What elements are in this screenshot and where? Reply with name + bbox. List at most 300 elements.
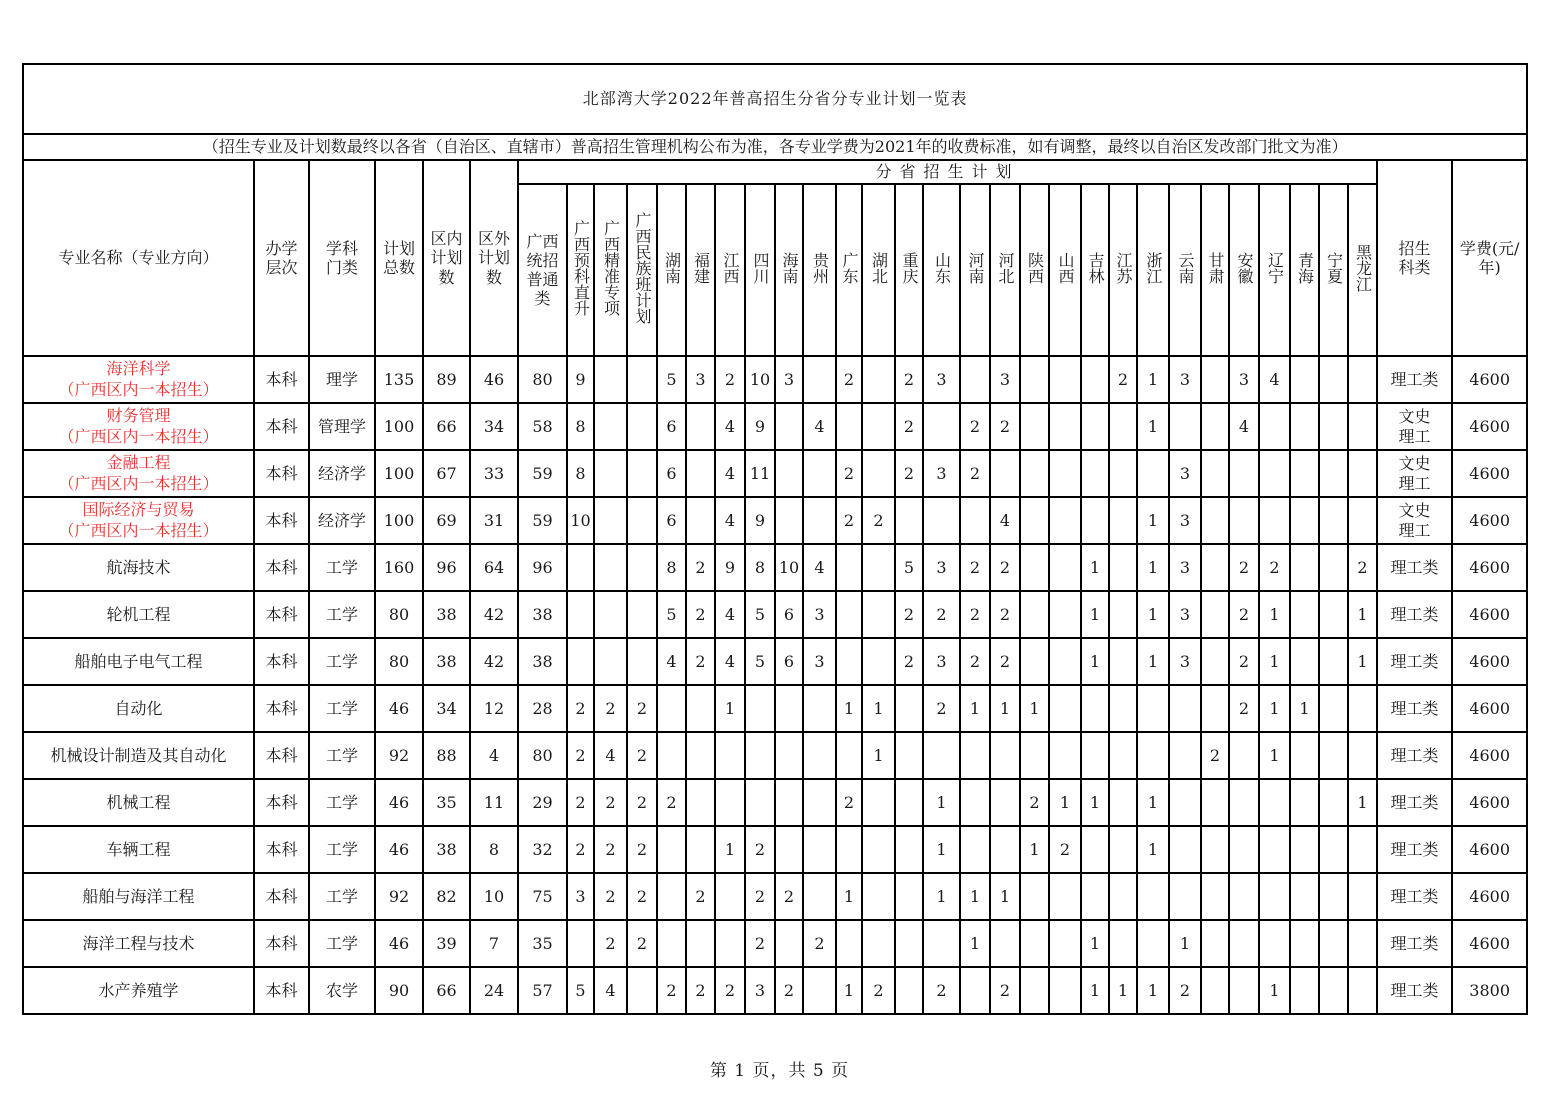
cell-province-quota — [1229, 873, 1259, 920]
header-province — [1290, 184, 1319, 356]
cell-province-quota: 3 — [1169, 638, 1201, 685]
cell-province-quota: 8 — [745, 544, 775, 591]
header-discipline-label: 学科门类 — [325, 238, 358, 277]
cell-province-quota: 4 — [803, 403, 836, 450]
cell-out-region: 46 — [470, 356, 518, 403]
cell-province-quota: 2 — [775, 967, 803, 1014]
cell-province-quota — [895, 920, 923, 967]
cell-province-quota — [1020, 450, 1049, 497]
cell-province-quota: 2 — [836, 497, 862, 544]
cell-province-quota — [1109, 403, 1137, 450]
cell-province-quota — [1290, 356, 1319, 403]
cell-gx-ethnic — [627, 591, 657, 638]
cell-gx-ethnic — [627, 638, 657, 685]
cell-tuition: 4600 — [1452, 544, 1527, 591]
header-province-label: 宁夏 — [1324, 251, 1344, 284]
cell-gx-targeted: 4 — [594, 732, 627, 779]
header-level-label: 办学层次 — [265, 238, 298, 277]
cell-province-quota — [1290, 732, 1319, 779]
cell-province-quota: 6 — [657, 497, 686, 544]
major-name: 船舶电子电气工程 — [74, 651, 203, 671]
cell-province-quota — [1290, 497, 1319, 544]
cell-province-quota: 2 — [990, 967, 1020, 1014]
cell-province-quota — [895, 497, 923, 544]
cell-province-quota — [1290, 450, 1319, 497]
cell-province-quota — [1259, 920, 1290, 967]
cell-province-quota: 1 — [715, 826, 745, 873]
cell-province-quota — [1169, 873, 1201, 920]
cell-province-quota — [1201, 356, 1229, 403]
cell-province-quota: 2 — [745, 920, 775, 967]
cell-province-quota: 1 — [1348, 638, 1377, 685]
cell-discipline: 工学 — [309, 544, 375, 591]
cell-province-quota: 2 — [923, 967, 960, 1014]
cell-gx-general: 38 — [518, 591, 567, 638]
cell-province-quota: 2 — [686, 638, 715, 685]
header-province — [686, 184, 715, 356]
cell-gx-general: 59 — [518, 450, 567, 497]
category-label: 文史理工 — [1398, 406, 1431, 446]
cell-province-quota — [1348, 920, 1377, 967]
cell-gx-ethnic — [627, 356, 657, 403]
major-name-cell — [23, 497, 254, 544]
cell-category — [1377, 920, 1452, 967]
cell-province-quota: 6 — [775, 638, 803, 685]
major-name-cell — [23, 967, 254, 1014]
cell-in-region: 96 — [423, 544, 470, 591]
cell-gx-targeted: 2 — [594, 873, 627, 920]
cell-gx-ethnic — [627, 450, 657, 497]
header-category — [1377, 160, 1452, 356]
cell-discipline: 工学 — [309, 873, 375, 920]
cell-total: 92 — [375, 873, 423, 920]
cell-total: 46 — [375, 826, 423, 873]
cell-total: 46 — [375, 779, 423, 826]
cell-province-quota — [1348, 873, 1377, 920]
cell-province-quota — [775, 920, 803, 967]
header-province-label: 陕西 — [1025, 251, 1045, 284]
cell-province-quota: 1 — [923, 873, 960, 920]
header-province-label: 河南 — [966, 251, 985, 284]
table-row — [23, 403, 1527, 450]
cell-province-quota: 2 — [990, 591, 1020, 638]
cell-province-quota — [1169, 826, 1201, 873]
cell-province-quota — [862, 450, 895, 497]
cell-province-quota — [1290, 779, 1319, 826]
cell-province-quota — [775, 403, 803, 450]
cell-province-quota — [1081, 873, 1109, 920]
cell-gx-prep — [567, 638, 594, 685]
cell-province-quota: 1 — [1137, 403, 1169, 450]
cell-gx-prep: 2 — [567, 826, 594, 873]
cell-province-quota — [836, 826, 862, 873]
cell-tuition: 4600 — [1452, 450, 1527, 497]
cell-province-quota — [1201, 873, 1229, 920]
table-row — [23, 920, 1527, 967]
header-province — [1020, 184, 1049, 356]
cell-province-quota: 1 — [1259, 591, 1290, 638]
cell-province-quota — [775, 497, 803, 544]
major-name: 海洋科学 — [106, 358, 171, 378]
header-level — [254, 160, 309, 356]
cell-province-quota: 1 — [1081, 591, 1109, 638]
cell-province-quota — [803, 497, 836, 544]
header-province — [1201, 184, 1229, 356]
cell-province-quota: 1 — [923, 826, 960, 873]
header-province — [1049, 184, 1081, 356]
cell-province-quota — [1049, 544, 1081, 591]
major-name-cell — [23, 920, 254, 967]
cell-gx-ethnic: 2 — [627, 685, 657, 732]
cell-province-quota — [1109, 591, 1137, 638]
cell-province-quota: 3 — [686, 356, 715, 403]
header-gx-prep — [567, 184, 594, 356]
major-direction: （广西区内一本招生） — [58, 379, 219, 399]
cell-province-quota — [836, 732, 862, 779]
cell-province-quota: 3 — [1169, 497, 1201, 544]
cell-total: 46 — [375, 685, 423, 732]
cell-category — [1377, 544, 1452, 591]
cell-province-quota — [745, 779, 775, 826]
cell-province-quota: 2 — [836, 779, 862, 826]
cell-province-quota: 1 — [1137, 638, 1169, 685]
cell-province-quota — [923, 497, 960, 544]
cell-level: 本科 — [254, 638, 309, 685]
cell-tuition: 4600 — [1452, 732, 1527, 779]
cell-province-quota: 5 — [657, 591, 686, 638]
header-total — [375, 160, 423, 356]
cell-in-region: 82 — [423, 873, 470, 920]
cell-province-quota: 11 — [745, 450, 775, 497]
cell-province-quota — [1319, 544, 1348, 591]
cell-province-quota: 2 — [715, 356, 745, 403]
cell-province-quota — [960, 356, 990, 403]
cell-province-quota: 2 — [686, 873, 715, 920]
cell-province-quota: 3 — [990, 356, 1020, 403]
header-gx-targeted-label: 广西精准专项 — [601, 219, 621, 316]
cell-province-quota — [895, 826, 923, 873]
cell-discipline: 工学 — [309, 732, 375, 779]
header-province-label: 江西 — [721, 251, 740, 284]
cell-province-quota — [1081, 826, 1109, 873]
cell-out-region: 8 — [470, 826, 518, 873]
cell-province-quota — [1201, 920, 1229, 967]
cell-province-quota: 4 — [1259, 356, 1290, 403]
major-name: 国际经济与贸易 — [82, 499, 195, 519]
table-row — [23, 732, 1527, 779]
cell-province-quota — [1109, 826, 1137, 873]
header-province-label: 四川 — [751, 251, 770, 284]
header-province — [715, 184, 745, 356]
cell-province-quota: 5 — [895, 544, 923, 591]
cell-out-region: 42 — [470, 591, 518, 638]
table-row — [23, 779, 1527, 826]
header-province — [895, 184, 923, 356]
cell-province-quota — [1319, 967, 1348, 1014]
cell-province-quota: 1 — [1169, 920, 1201, 967]
cell-province-quota: 10 — [745, 356, 775, 403]
cell-province-quota: 5 — [657, 356, 686, 403]
category-label: 理工类 — [1390, 933, 1439, 953]
cell-province-quota: 1 — [1259, 638, 1290, 685]
cell-in-region: 69 — [423, 497, 470, 544]
cell-province-quota — [1319, 920, 1348, 967]
cell-province-quota — [836, 544, 862, 591]
cell-province-quota: 4 — [715, 591, 745, 638]
cell-province-quota — [960, 497, 990, 544]
category-label: 理工类 — [1390, 839, 1439, 859]
province-plan-group-header: 分省招生计划 — [518, 160, 1377, 184]
cell-total: 100 — [375, 450, 423, 497]
major-name: 航海技术 — [106, 557, 171, 577]
cell-province-quota — [1201, 544, 1229, 591]
cell-province-quota: 1 — [1259, 967, 1290, 1014]
header-category-label: 招生科类 — [1398, 238, 1431, 277]
cell-province-quota: 1 — [715, 685, 745, 732]
cell-province-quota — [1169, 403, 1201, 450]
category-label: 文史理工 — [1398, 453, 1431, 493]
cell-province-quota — [686, 826, 715, 873]
category-label: 理工类 — [1390, 745, 1439, 765]
cell-level: 本科 — [254, 591, 309, 638]
cell-out-region: 4 — [470, 732, 518, 779]
cell-gx-ethnic — [627, 497, 657, 544]
cell-province-quota: 2 — [657, 967, 686, 1014]
cell-province-quota — [862, 779, 895, 826]
category-label: 理工类 — [1390, 698, 1439, 718]
cell-out-region: 11 — [470, 779, 518, 826]
cell-province-quota: 1 — [1137, 967, 1169, 1014]
cell-province-quota — [862, 873, 895, 920]
major-direction: （广西区内一本招生） — [58, 520, 219, 540]
cell-province-quota — [1319, 638, 1348, 685]
header-province — [775, 184, 803, 356]
cell-province-quota: 2 — [745, 873, 775, 920]
major-name: 机械工程 — [106, 792, 171, 812]
cell-province-quota — [1201, 967, 1229, 1014]
cell-province-quota — [1201, 638, 1229, 685]
cell-province-quota — [803, 779, 836, 826]
cell-province-quota — [862, 826, 895, 873]
cell-province-quota — [1049, 685, 1081, 732]
cell-province-quota — [686, 497, 715, 544]
cell-gx-prep: 2 — [567, 779, 594, 826]
header-province-label: 重庆 — [900, 251, 919, 284]
cell-province-quota — [1259, 403, 1290, 450]
cell-province-quota — [1137, 685, 1169, 732]
major-name: 机械设计制造及其自动化 — [50, 745, 227, 765]
header-tuition-label: 学费(元/年) — [1459, 238, 1520, 277]
cell-gx-ethnic: 2 — [627, 873, 657, 920]
cell-province-quota: 3 — [1169, 591, 1201, 638]
cell-tuition: 4600 — [1452, 591, 1527, 638]
cell-province-quota: 2 — [960, 450, 990, 497]
cell-gx-targeted: 2 — [594, 685, 627, 732]
table-row — [23, 450, 1527, 497]
header-province-label: 广东 — [840, 251, 859, 284]
cell-province-quota — [803, 450, 836, 497]
cell-province-quota: 1 — [862, 685, 895, 732]
enrollment-plan-sheet — [22, 63, 1526, 1015]
cell-discipline: 理学 — [309, 356, 375, 403]
major-direction: （广西区内一本招生） — [58, 473, 219, 493]
cell-province-quota: 8 — [657, 544, 686, 591]
cell-province-quota — [1049, 967, 1081, 1014]
cell-province-quota — [715, 732, 745, 779]
cell-gx-general: 35 — [518, 920, 567, 967]
cell-total: 80 — [375, 638, 423, 685]
cell-province-quota: 4 — [715, 403, 745, 450]
major-name-cell — [23, 685, 254, 732]
cell-discipline: 工学 — [309, 638, 375, 685]
cell-province-quota: 1 — [1081, 638, 1109, 685]
cell-province-quota: 2 — [960, 403, 990, 450]
cell-province-quota — [1049, 638, 1081, 685]
cell-province-quota — [803, 826, 836, 873]
cell-province-quota: 1 — [923, 779, 960, 826]
cell-tuition: 4600 — [1452, 403, 1527, 450]
cell-province-quota: 2 — [836, 356, 862, 403]
cell-gx-targeted — [594, 403, 627, 450]
cell-province-quota: 1 — [1137, 779, 1169, 826]
header-province — [1259, 184, 1290, 356]
cell-province-quota: 1 — [1348, 591, 1377, 638]
cell-in-region: 66 — [423, 403, 470, 450]
cell-province-quota — [1049, 920, 1081, 967]
cell-total: 80 — [375, 591, 423, 638]
cell-province-quota — [1020, 544, 1049, 591]
cell-province-quota: 2 — [1169, 967, 1201, 1014]
cell-province-quota — [1049, 732, 1081, 779]
cell-province-quota — [1319, 591, 1348, 638]
cell-province-quota — [1348, 685, 1377, 732]
cell-province-quota: 2 — [960, 591, 990, 638]
category-label: 理工类 — [1390, 651, 1439, 671]
cell-category — [1377, 403, 1452, 450]
cell-province-quota: 2 — [1049, 826, 1081, 873]
cell-gx-targeted — [594, 356, 627, 403]
cell-province-quota — [895, 873, 923, 920]
category-label: 理工类 — [1390, 886, 1439, 906]
category-label: 文史理工 — [1398, 500, 1431, 540]
subtitle-note: （招生专业及计划数最终以各省（自治区、直辖市）普高招生管理机构公布为准，各专业学费为2021年的收费标准，如有调整，最终以自治区发改部门批文为准） — [23, 134, 1527, 160]
cell-province-quota — [960, 826, 990, 873]
header-province — [657, 184, 686, 356]
cell-province-quota — [1259, 450, 1290, 497]
cell-out-region: 12 — [470, 685, 518, 732]
major-name-cell — [23, 356, 254, 403]
cell-province-quota — [836, 920, 862, 967]
header-province-label: 山西 — [1056, 251, 1075, 284]
cell-province-quota — [745, 685, 775, 732]
cell-level: 本科 — [254, 544, 309, 591]
cell-province-quota — [715, 779, 745, 826]
cell-province-quota — [686, 685, 715, 732]
cell-province-quota — [1020, 873, 1049, 920]
cell-province-quota: 2 — [990, 544, 1020, 591]
cell-category — [1377, 356, 1452, 403]
cell-out-region: 7 — [470, 920, 518, 967]
cell-province-quota — [1109, 638, 1137, 685]
table-row — [23, 356, 1527, 403]
cell-gx-general: 57 — [518, 967, 567, 1014]
header-gx-prep-label: 广西预科直升 — [571, 219, 591, 316]
cell-province-quota: 4 — [715, 638, 745, 685]
cell-province-quota — [1319, 873, 1348, 920]
cell-province-quota — [1020, 591, 1049, 638]
cell-province-quota — [1081, 732, 1109, 779]
header-province — [923, 184, 960, 356]
header-province-label: 贵州 — [810, 251, 830, 284]
table-row — [23, 497, 1527, 544]
category-label: 理工类 — [1390, 604, 1439, 624]
header-province — [1137, 184, 1169, 356]
header-gx-ethnic — [627, 184, 657, 356]
cell-province-quota — [657, 826, 686, 873]
cell-gx-general: 75 — [518, 873, 567, 920]
header-province — [1319, 184, 1348, 356]
cell-province-quota: 6 — [657, 403, 686, 450]
cell-province-quota — [1081, 497, 1109, 544]
header-province-label: 江苏 — [1114, 251, 1133, 284]
cell-category — [1377, 732, 1452, 779]
cell-gx-ethnic — [627, 967, 657, 1014]
cell-province-quota — [1169, 732, 1201, 779]
cell-province-quota — [1049, 356, 1081, 403]
cell-province-quota — [990, 920, 1020, 967]
cell-province-quota — [862, 638, 895, 685]
header-province-label: 浙江 — [1144, 251, 1163, 284]
cell-province-quota: 6 — [657, 450, 686, 497]
header-gx-ethnic-label: 广西民族班计划 — [633, 211, 652, 324]
cell-province-quota: 1 — [1137, 591, 1169, 638]
cell-province-quota — [862, 356, 895, 403]
cell-out-region: 34 — [470, 403, 518, 450]
cell-province-quota — [1259, 497, 1290, 544]
header-province — [862, 184, 895, 356]
cell-province-quota: 1 — [1081, 920, 1109, 967]
cell-province-quota — [1201, 497, 1229, 544]
cell-province-quota — [960, 732, 990, 779]
cell-out-region: 64 — [470, 544, 518, 591]
cell-province-quota — [862, 544, 895, 591]
cell-province-quota: 1 — [960, 685, 990, 732]
cell-gx-targeted: 4 — [594, 967, 627, 1014]
cell-discipline: 经济学 — [309, 450, 375, 497]
table-row — [23, 873, 1527, 920]
cell-province-quota — [686, 920, 715, 967]
cell-province-quota — [895, 967, 923, 1014]
category-label: 理工类 — [1390, 557, 1439, 577]
cell-province-quota — [1201, 403, 1229, 450]
cell-discipline: 工学 — [309, 779, 375, 826]
cell-level: 本科 — [254, 873, 309, 920]
cell-province-quota — [1229, 826, 1259, 873]
cell-in-region: 67 — [423, 450, 470, 497]
cell-out-region: 31 — [470, 497, 518, 544]
cell-in-region: 88 — [423, 732, 470, 779]
cell-out-region: 24 — [470, 967, 518, 1014]
cell-province-quota — [1290, 920, 1319, 967]
cell-province-quota — [1020, 920, 1049, 967]
header-province-label: 辽宁 — [1265, 251, 1285, 284]
cell-province-quota: 1 — [1081, 967, 1109, 1014]
cell-province-quota — [1201, 591, 1229, 638]
cell-province-quota — [1319, 356, 1348, 403]
cell-discipline: 工学 — [309, 685, 375, 732]
cell-province-quota: 2 — [960, 638, 990, 685]
cell-gx-prep: 8 — [567, 450, 594, 497]
